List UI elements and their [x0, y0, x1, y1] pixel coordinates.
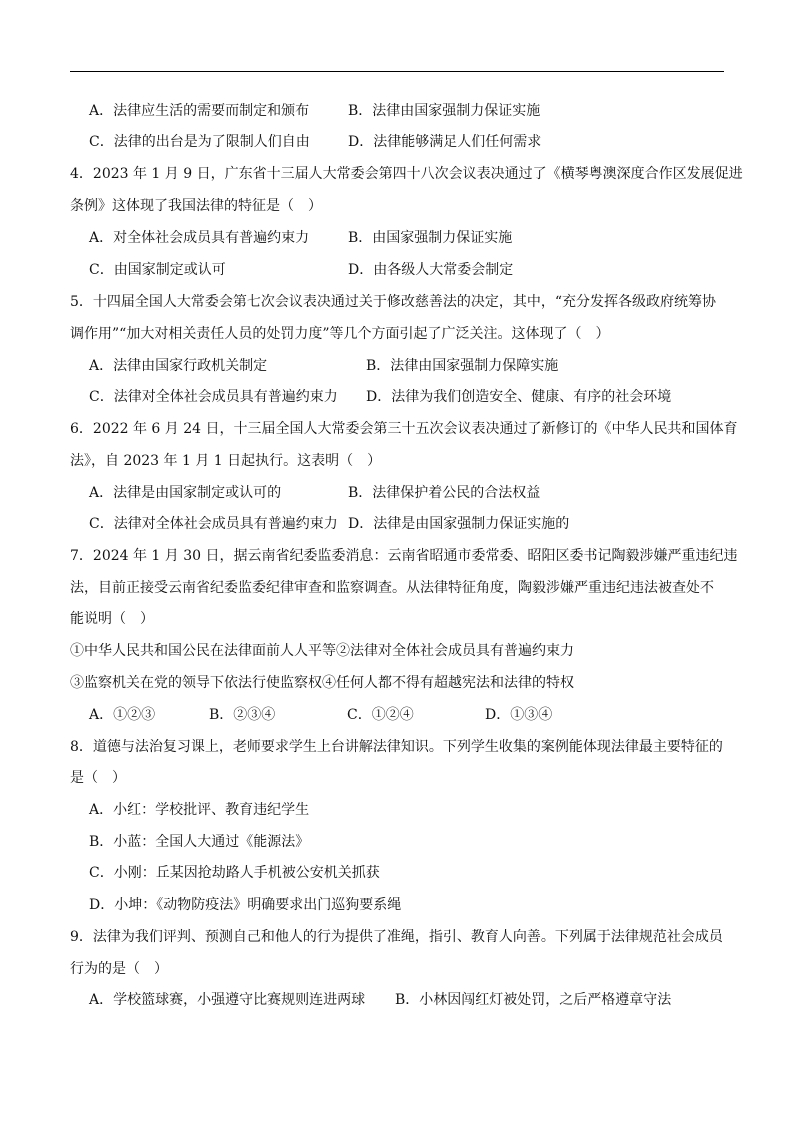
q8-option-d: D．小坤：《动物防疫法》明确要求出门巡狗要系绳 [89, 897, 402, 913]
q7-statements-2: ③监察机关在党的领导下依法行使监察权④任何人都不得有超越宪法和法律的特权 [70, 675, 574, 691]
q9-stem-line1: 9．法律为我们评判、预测自己和他人的行为提供了准绳，指引、教育人向善。下列属于法律规范社会成员 [70, 929, 723, 945]
q3-option-c: C．法律的出台是为了限制人们自由 [89, 134, 310, 150]
q7-option-d: D．①③④ [485, 707, 553, 723]
q4-option-a: A．对全体社会成员具有普遍约束力 [89, 230, 310, 246]
q6-stem-line2: 法》，自 2023 年 1 月 1 日起执行。这表明（ ） [70, 453, 382, 469]
q5-option-d: D．法律为我们创造安全、健康、有序的社会环境 [366, 389, 672, 405]
q7-stem-line2: 法，目前正接受云南省纪委监委纪律审查和监察调查。从法律特征角度，陶毅涉嫌严重违纪违法被查处不 [70, 580, 714, 596]
q4-option-b: B．由国家强制力保证实施 [348, 230, 513, 246]
q5-option-a: A．法律由国家行政机关制定 [89, 358, 268, 374]
q9-stem-line2: 行为的是（ ） [70, 961, 168, 977]
q8-option-c: C．小刚：丘某因抢劫路人手机被公安机关抓获 [89, 865, 380, 881]
q8-option-a: A．小红：学校批评、教育违纪学生 [89, 802, 310, 818]
q6-option-c: C．法律对全体社会成员具有普遍约束力 [89, 516, 338, 532]
q4-option-c: C．由国家制定或认可 [89, 262, 226, 278]
q8-stem-line1: 8．道德与法治复习课上，老师要求学生上台讲解法律知识。下列学生收集的案例能体现法律最主要特征的 [70, 739, 723, 755]
q4-stem-line1: 4．2023 年 1 月 9 日，广东省十三届人大常委会第四十八次会议表决通过了《横琴粤澳深度合作区发展促进 [70, 166, 743, 182]
q5-option-c: C．法律对全体社会成员具有普遍约束力 [89, 389, 338, 405]
q4-stem-line2: 条例》这体现了我国法律的特征是（ ） [70, 198, 322, 214]
q5-option-b: B．法律由国家强制力保障实施 [366, 358, 559, 374]
q7-statements-1: ①中华人民共和国公民在法律面前人人平等②法律对全体社会成员具有普遍约束力 [70, 643, 574, 659]
q4-option-d: D．由各级人大常委会制定 [348, 262, 514, 278]
q7-option-b: B．②③④ [209, 707, 276, 723]
q9-option-a: A．学校篮球赛，小强遵守比赛规则连进两球 [89, 992, 366, 1008]
q7-stem-line3: 能说明（ ） [70, 611, 154, 627]
header-rule [70, 71, 724, 72]
q3-option-b: B．法律由国家强制力保证实施 [348, 103, 541, 119]
q6-option-d: D．法律是由国家强制力保证实施的 [348, 516, 570, 532]
q6-option-b: B．法律保护着公民的合法权益 [348, 485, 541, 501]
q7-stem-line1: 7．2024 年 1 月 30 日，据云南省纪委监委消息：云南省昭通市委常委、昭阳区委书记陶毅涉嫌严重违纪违 [70, 548, 738, 564]
q3-option-d: D．法律能够满足人们任何需求 [348, 134, 542, 150]
q7-option-a: A．①②③ [89, 707, 156, 723]
q6-option-a: A．法律是由国家制定或认可的 [89, 485, 282, 501]
q7-option-c: C．①②④ [347, 707, 414, 723]
q3-option-a: A．法律应生活的需要而制定和颁布 [89, 103, 310, 119]
q5-stem-line2: 调作用”“加大对相关责任人员的处罚力度”等几个方面引起了广泛关注。这体现了（ ） [70, 326, 610, 342]
q6-stem-line1: 6．2022 年 6 月 24 日，十三届全国人大常委会第三十五次会议表决通过了新修订的《中华人民共和国体育 [70, 421, 738, 437]
q5-stem-line1: 5．十四届全国人大常委会第七次会议表决通过关于修改慈善法的决定，其中，“充分发挥各级政府统筹协 [70, 294, 717, 310]
q8-stem-line2: 是（ ） [70, 770, 126, 786]
q9-option-b: B．小林因闯红灯被处罚，之后严格遵章守法 [395, 992, 672, 1008]
q8-option-b: B．小蓝：全国人大通过《能源法》 [89, 834, 310, 850]
